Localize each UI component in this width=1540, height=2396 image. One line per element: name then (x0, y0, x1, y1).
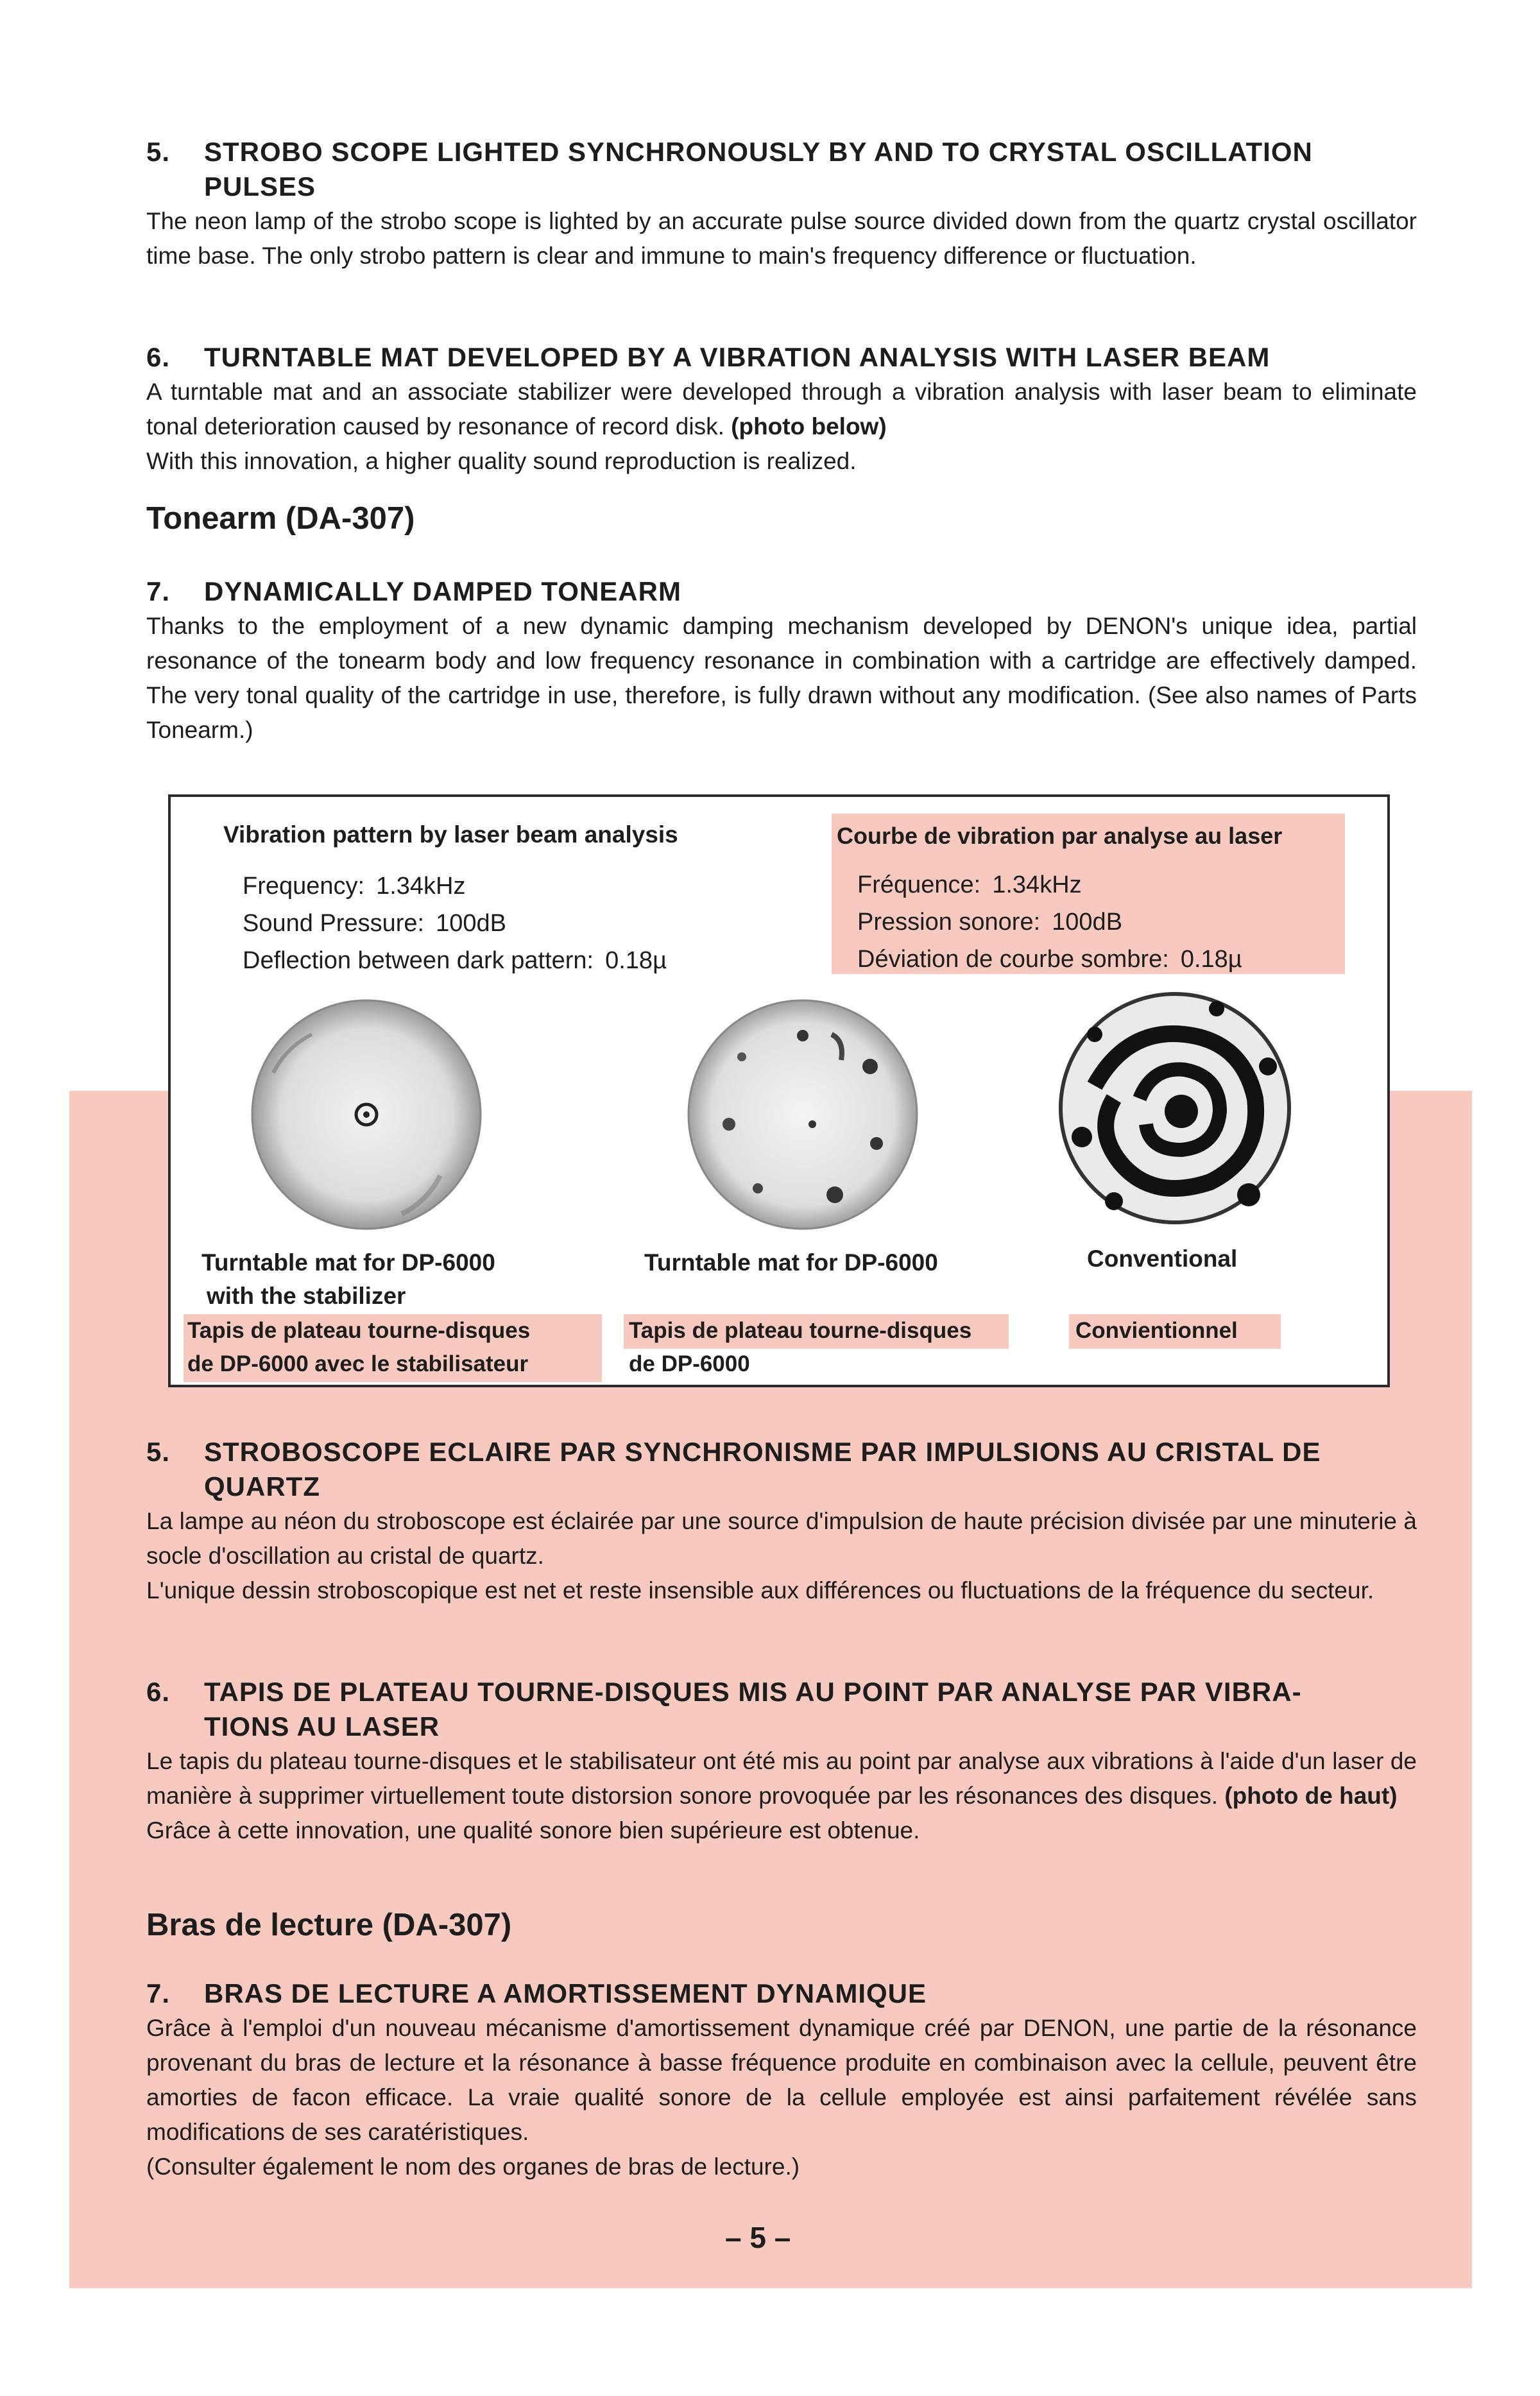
spec-row: Deflection between dark pattern: 0.18µ (243, 947, 667, 974)
section-body: The neon lamp of the strobo scope is lighted by an accurate pulse source divided down from the quartz crystal oscillator time base. The only strobo pattern is clear and immune to main's frequency difference or fluctuation. (146, 208, 1417, 269)
spec-row: Sound Pressure: 100dB (243, 910, 506, 937)
spec-row: Pression sonore: 100dB (857, 909, 1123, 936)
section-en-6 (146, 340, 1417, 479)
photo-label-fr: Convientionnel (1075, 1318, 1238, 1343)
photo-label-en: Turntable mat for DP-6000 with the stabilizer (201, 1249, 495, 1309)
photo-label-fr: Tapis de plateau tourne-disques de DP-6000 (629, 1318, 972, 1376)
spec-row: Déviation de courbe sombre: 0.18µ (857, 946, 1242, 973)
section-heading: 7. DYNAMICALLY DAMPED TONEARM (146, 576, 681, 606)
section-body: Le tapis du plateau tourne-disques et le stabilisateur ont été mis au point par analyse aux vibrations à l'aide d'un laser de manière à supprimer virtuellement toute distorsion sonore provoquée par les résonances des disques. (photo de haut) (146, 1748, 1417, 1809)
disc-photo-conventional (1056, 989, 1294, 1227)
figure-specs-en (243, 868, 678, 979)
photo-label-en: Turntable mat for DP-6000 (644, 1249, 938, 1276)
section-body: La lampe au néon du stroboscope est éclairée par une source d'impulsion de haute précision divisée par une minuterie à socle d'oscillation au cristal de quartz. (146, 1508, 1417, 1569)
section-fr-6 (146, 1675, 1417, 1848)
section-body: Grâce à l'emploi d'un nouveau mécanisme d'amortissement dynamique créé par DENON, une partie de la résonance provenant du bras de lecture et la résonance à basse fréquence produite en combinaison avec la cellule, peuvent être amorties de facon efficace. La vraie qualité sonore de la cellule employée est ainsi parfaitement révélée sans modifications de ses caratéristiques. (146, 2015, 1417, 2145)
section-heading: 5. STROBO SCOPE LIGHTED SYNCHRONOUSLY BY AND TO CRYSTAL OSCILLATION PULSES (146, 137, 1313, 201)
section-fr-7 (146, 1976, 1417, 2184)
section-heading: 6. TURNTABLE MAT DEVELOPED BY A VIBRATION ANALYSIS WITH LASER BEAM (146, 342, 1270, 372)
section-fr-5 (146, 1435, 1417, 1608)
section-body-2: (Consulter également le nom des organes de bras de lecture.) (146, 2153, 800, 2180)
section-body-2: With this innovation, a higher quality sound reproduction is realized. (146, 448, 857, 474)
tonearm-title: Tonearm (DA-307) (146, 501, 415, 536)
page-number: – 5 – (725, 2221, 791, 2254)
section-heading: 6. TAPIS DE PLATEAU TOURNE-DISQUES MIS AU POINT PAR ANALYSE PAR VIBRA- TIONS AU LASER (146, 1677, 1302, 1741)
section-body: Thanks to the employment of a new dynamic damping mechanism developed by DENON's unique idea, partial resonance of the tonearm body and low frequency resonance in combination with a cartridge are effectively damped. The very tonal quality of the cartridge in use, therefore, is fully drawn without any modification. (See also names of Parts Tonearm.) (146, 613, 1417, 743)
section-body: A turntable mat and an associate stabilizer were developed through a vibration analysis with laser beam to eliminate tonal deterioration caused by resonance of record disk. (photo below) (146, 379, 1417, 440)
vibration-figure (168, 794, 1390, 1387)
photo-label-en: Conventional (1087, 1245, 1238, 1272)
section-en-7 (146, 574, 1417, 748)
section-heading: 7. BRAS DE LECTURE A AMORTISSEMENT DYNAMIQUE (146, 1978, 927, 2008)
photo-label-fr: Tapis de plateau tourne-disques de DP-6000 avec le stabilisateur (187, 1318, 531, 1376)
figure-caption-en: Vibration pattern by laser beam analysis (223, 821, 678, 848)
section-heading: 5. STROBOSCOPE ECLAIRE PAR SYNCHRONISME PAR IMPULSIONS AU CRISTAL DE QUARTZ (146, 1437, 1321, 1502)
section-en-5 (146, 135, 1417, 273)
section-body-2: Grâce à cette innovation, une qualité sonore bien supérieure est obtenue. (146, 1817, 920, 1844)
disc-photo-stabilizer (248, 996, 485, 1233)
spec-row: Fréquence: 1.34kHz (857, 871, 1082, 898)
figure-specs-fr (857, 866, 1254, 978)
disc-photo-mat (684, 996, 921, 1233)
section-body-2: L'unique dessin stroboscopique est net et reste insensible aux différences ou fluctuations de la fréquence du secteur. (146, 1577, 1374, 1604)
spec-row: Frequency: 1.34kHz (243, 873, 466, 900)
bras-title: Bras de lecture (DA-307) (146, 1908, 512, 1942)
figure-caption-fr: Courbe de vibration par analyse au laser (837, 823, 1283, 849)
